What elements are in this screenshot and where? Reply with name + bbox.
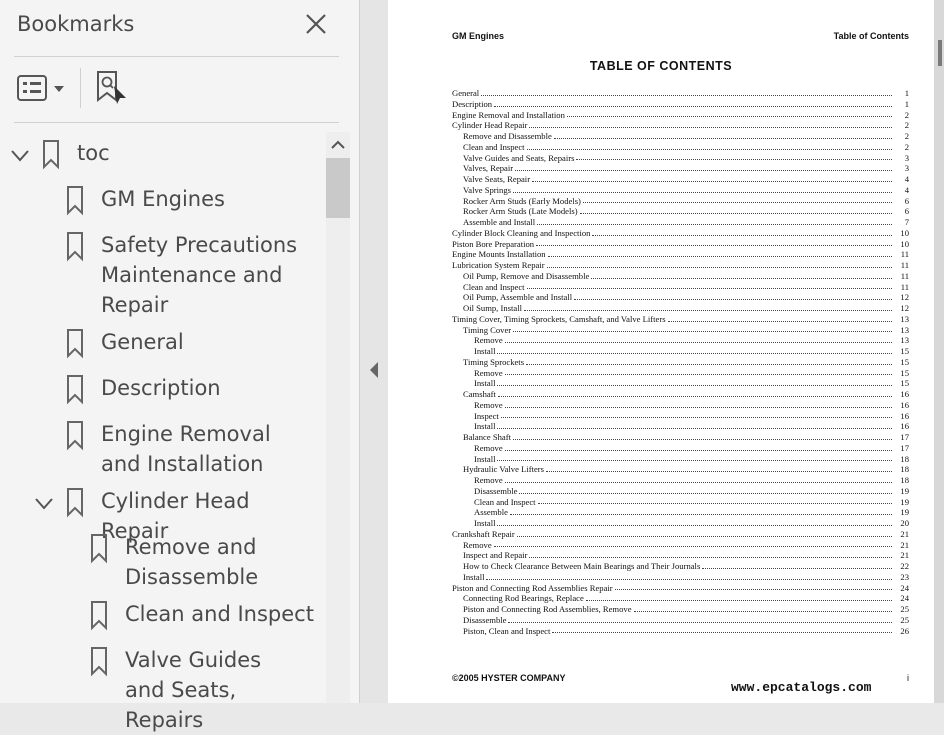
toc-entry[interactable] <box>452 497 909 508</box>
toc-entry-page: 18 <box>900 464 909 475</box>
toc-entry-title: Remove <box>474 442 503 453</box>
toc-leader-dots <box>505 449 892 451</box>
toc-entry[interactable] <box>452 368 909 379</box>
toc-entry[interactable] <box>452 572 909 583</box>
toc-leader-dots <box>517 535 892 537</box>
toc-leader-dots <box>548 255 892 257</box>
toc-leader-dots <box>481 94 892 96</box>
toc-entry[interactable] <box>452 110 909 121</box>
toc-entry[interactable] <box>452 217 909 228</box>
toc-leader-dots <box>567 115 892 117</box>
bookmark-label: Engine Removal and Installation <box>101 422 271 476</box>
toc-leader-dots <box>576 158 892 160</box>
toc-entry[interactable] <box>452 454 909 465</box>
toc-entry[interactable] <box>452 325 909 336</box>
toc-leader-dots <box>494 105 892 107</box>
toc-leader-dots <box>527 287 892 289</box>
bookmark-search-icon <box>94 70 130 108</box>
toc-entry[interactable] <box>452 411 909 422</box>
bookmark-icon <box>67 421 83 449</box>
toc-entry-title: Engine Mounts Installation <box>452 249 546 260</box>
toc-entry[interactable] <box>452 120 909 131</box>
toc-entry-page: 16 <box>900 389 909 399</box>
toc-entry-page: 16 <box>900 421 909 432</box>
toc-entry-page: 24 <box>900 593 909 604</box>
toc-entry-page: 4 <box>904 174 909 184</box>
toc-entry-title: Remove <box>474 335 503 346</box>
toc-entry-page: 10 <box>900 238 909 249</box>
toc-entry-title: Piston and Connecting Rod Assemblies, Remove <box>463 604 632 614</box>
bookmark-label: Safety Precautions Maintenance and Repair <box>101 233 298 317</box>
bookmark-label: Valve Guides and Seats, Repairs <box>125 648 262 732</box>
bookmark-icon <box>67 186 83 214</box>
toc-entry-title: Disassemble <box>474 485 518 496</box>
toc-entry[interactable] <box>452 389 909 400</box>
toc-entry[interactable] <box>452 249 909 260</box>
toc-entry-page: 12 <box>900 292 909 303</box>
toc-leader-dots <box>547 266 892 268</box>
toc-leader-dots <box>515 169 892 171</box>
panel-title: Bookmarks <box>17 12 135 36</box>
toc-entry[interactable] <box>452 303 909 314</box>
toc-entry-page: 22 <box>900 561 909 571</box>
toc-leader-dots <box>529 126 892 128</box>
toc-entry-title: Remove and Disassemble <box>463 131 552 141</box>
toc-entry[interactable] <box>452 443 909 454</box>
toc-leader-dots <box>513 330 892 332</box>
bookmark-item-general[interactable] <box>0 327 322 361</box>
toc-entry-title: Oil Pump, Remove and Disassemble <box>463 270 590 281</box>
toc-entry-title: Clean and Inspect <box>474 496 536 507</box>
close-icon <box>302 10 330 38</box>
toc-entry[interactable] <box>452 314 909 325</box>
toc-entry-page: 18 <box>900 475 909 485</box>
toc-leader-dots <box>526 363 892 365</box>
close-panel-button[interactable] <box>302 10 330 38</box>
toc-entry-page: 15 <box>900 367 909 378</box>
toc-leader-dots <box>510 513 892 515</box>
toc-leader-dots <box>592 234 892 236</box>
toc-leader-dots <box>497 384 892 386</box>
toc-entry-page: 18 <box>900 453 909 464</box>
toc-entry-title: Clean and Inspect <box>463 141 525 152</box>
toc-entry-title: Assemble and Install <box>463 217 536 227</box>
toc-entry-page: 17 <box>900 432 909 442</box>
bookmark-icon <box>43 140 59 168</box>
bookmark-label: Description <box>101 376 221 400</box>
toc-entry-title: Remove <box>474 367 503 378</box>
toc-entry-page: 21 <box>900 539 909 550</box>
toc-entry-title: Install <box>474 453 496 464</box>
toc-leader-dots <box>527 148 892 150</box>
toc-entry-page: 4 <box>904 184 909 195</box>
toc-entry-title: Assemble <box>474 507 508 518</box>
toc-leader-dots <box>532 180 892 182</box>
toc-entry-title: Install <box>474 421 496 432</box>
toc-entry-page: 20 <box>900 518 909 528</box>
toc-leader-dots <box>513 438 892 440</box>
toc-leader-dots <box>586 599 892 601</box>
chevron-down-icon[interactable] <box>34 497 54 511</box>
document-scrollbar-thumb[interactable] <box>938 40 942 66</box>
toc-entry[interactable] <box>452 464 909 475</box>
bookmark-item-safety-precautions[interactable] <box>0 230 322 322</box>
toc-entry[interactable] <box>452 357 909 368</box>
toc-entry-title: Oil Pump, Assemble and Install <box>463 292 573 303</box>
bookmark-item-clean-inspect[interactable] <box>0 599 322 633</box>
toc-entry-title: Clean and Inspect <box>463 281 525 292</box>
toc-entry-title: Timing Cover <box>463 324 512 335</box>
bookmark-item-description[interactable] <box>0 373 322 407</box>
toc-entry[interactable] <box>452 239 909 250</box>
toc-entry[interactable] <box>452 583 909 594</box>
toc-leader-dots <box>546 470 892 472</box>
toc-entry[interactable] <box>452 282 909 293</box>
toc-entry-page: 1 <box>904 98 909 109</box>
toc-entry-page: 6 <box>904 206 909 217</box>
toc-entry-title: General <box>452 88 480 98</box>
toc-entry[interactable] <box>452 88 909 99</box>
toc-entry-title: Valve Guides and Seats, Repairs <box>463 152 575 163</box>
toc-entry-page: 6 <box>904 195 909 206</box>
toc-entry[interactable] <box>452 475 909 486</box>
toc-entry-page: 15 <box>900 356 909 367</box>
bookmark-icon <box>67 488 83 516</box>
toc-leader-dots <box>524 309 892 311</box>
toc-entry[interactable] <box>452 550 909 561</box>
page-header-right: Table of Contents <box>833 31 909 41</box>
toc-leader-dots <box>574 298 892 300</box>
bookmark-item-cylinder-head-repair[interactable] <box>0 486 322 543</box>
toc-leader-dots <box>505 341 892 343</box>
toc-entry-title: Balance Shaft <box>463 432 511 442</box>
toc-entry-title: Install <box>474 346 496 356</box>
toc-entry[interactable] <box>452 507 909 518</box>
toc-entry-title: Timing Cover, Timing Sprockets, Camshaft, and Valve Lifters <box>452 313 666 324</box>
toc-leader-dots <box>508 621 892 623</box>
toc-entry-title: Inspect <box>474 410 499 421</box>
toc-entry-page: 11 <box>900 270 909 281</box>
page-footer-copyright: ©2005 HYSTER COMPANY <box>452 673 566 683</box>
toc-entry-page: 10 <box>900 227 909 238</box>
toc-entry[interactable] <box>452 346 909 357</box>
toc-entry-title: Install <box>474 378 496 389</box>
toc-entry-page: 2 <box>904 109 909 120</box>
bookmark-label: Clean and Inspect <box>125 602 314 626</box>
divider <box>14 56 339 57</box>
toc-entry[interactable] <box>452 378 909 389</box>
toc-entry[interactable] <box>452 174 909 185</box>
toc-leader-dots <box>538 502 892 504</box>
toc-leader-dots <box>583 201 892 203</box>
toc-entry-title: Camshaft <box>463 389 496 399</box>
toc-entry-page: 13 <box>900 313 909 324</box>
toc-entry-title: Inspect and Repair <box>463 550 528 561</box>
toc-entry-page: 16 <box>900 399 909 410</box>
toc-entry-page: 13 <box>900 324 909 335</box>
toc-entry-page: 11 <box>900 281 909 292</box>
toc-entry-page: 19 <box>900 496 909 507</box>
toc-leader-dots <box>513 191 892 193</box>
triangle-left-icon <box>366 360 382 380</box>
toc-entry-page: 3 <box>904 152 909 163</box>
page-header-left: GM Engines <box>452 31 505 41</box>
toc-leader-dots <box>501 416 892 418</box>
toc-leader-dots <box>497 459 892 461</box>
toc-entry-title: Oil Sump, Install <box>463 303 522 313</box>
toc-leader-dots <box>505 406 892 408</box>
toc-entry[interactable] <box>452 131 909 142</box>
toc-entry-title: Lubrication System Repair <box>452 260 545 270</box>
toc-entry-title: Rocker Arm Studs (Late Models) <box>463 206 578 217</box>
toc-entry-title: Piston and Connecting Rod Assemblies Repair <box>452 582 613 593</box>
toc-entry-title: Engine Removal and Installation <box>452 109 565 120</box>
document-scrollbar[interactable] <box>934 0 944 703</box>
toc-entry-title: Valve Springs <box>463 184 511 195</box>
toc-leader-dots <box>505 481 892 483</box>
toc-entry-page: 7 <box>904 217 909 227</box>
toc-leader-dots <box>498 395 892 397</box>
toc-leader-dots <box>615 588 892 590</box>
bookmark-label: Cylinder Head Repair <box>101 489 250 543</box>
toc-entry[interactable] <box>452 153 909 164</box>
toc-entry[interactable] <box>452 518 909 529</box>
toc-leader-dots <box>497 352 892 354</box>
bookmark-icon <box>67 232 83 260</box>
toc-leader-dots <box>497 524 892 526</box>
toc-entry[interactable] <box>452 335 909 346</box>
bookmarks-panel <box>0 0 359 732</box>
toc-entry[interactable] <box>452 185 909 196</box>
bookmark-icon <box>91 601 107 629</box>
toc-entry-title: Crankshaft Repair <box>452 528 515 539</box>
bookmark-icon <box>91 647 107 675</box>
toc-entry[interactable] <box>452 529 909 540</box>
toc-entry-title: Valve Seats, Repair <box>463 174 531 184</box>
toc-leader-dots <box>552 631 892 633</box>
toc-entry-title: Cylinder Block Cleaning and Inspection <box>452 227 591 238</box>
toc-entry-page: 25 <box>900 614 909 625</box>
toc-entry-page: 2 <box>904 141 909 152</box>
toc-entry-title: Description <box>452 98 493 109</box>
toc-leader-dots <box>591 277 892 279</box>
panel-splitter[interactable] <box>359 0 388 703</box>
toc-leader-dots <box>668 320 892 322</box>
toc-leader-dots <box>519 492 892 494</box>
toc-entry-page: 15 <box>900 346 909 356</box>
document-page <box>388 0 934 703</box>
chevron-down-icon[interactable] <box>10 149 30 163</box>
bookmark-tree <box>0 130 322 732</box>
toc-entry-page: 1 <box>904 88 909 98</box>
toc-entry-page: 24 <box>900 582 909 593</box>
bookmark-item-gm-engines[interactable] <box>0 184 322 218</box>
toc-entry-page: 26 <box>900 625 909 636</box>
toc-entry-title: Remove <box>474 399 503 410</box>
toc-entry[interactable] <box>452 292 909 303</box>
toc-leader-dots <box>537 223 892 225</box>
toc-entry-title: Piston, Clean and Inspect <box>463 625 551 636</box>
toc-entry-page: 2 <box>904 120 909 131</box>
toc-entry-page: 3 <box>904 163 909 174</box>
toc-leader-dots <box>505 373 892 375</box>
toc-entry-title: Install <box>474 518 496 528</box>
toc-entry-title: Hydraulic Valve Lifters <box>463 464 544 475</box>
toc-entry[interactable] <box>452 228 909 239</box>
toc-entry-page: 21 <box>900 550 909 561</box>
toc-entry-page: 11 <box>900 249 909 260</box>
toc-entry-page: 16 <box>900 410 909 421</box>
toc-entry[interactable] <box>452 421 909 432</box>
toc-leader-dots <box>494 545 892 547</box>
toc-entry-title: Install <box>463 571 485 582</box>
bookmark-icon <box>67 375 83 403</box>
toc-entry-page: 19 <box>900 485 909 496</box>
bookmark-item-engine-removal[interactable] <box>0 419 322 481</box>
toc-entry[interactable] <box>452 206 909 217</box>
toc-entry[interactable] <box>452 593 909 604</box>
bookmark-item-valve-guides[interactable] <box>0 645 322 732</box>
toc-entry[interactable] <box>452 163 909 174</box>
toc-entry-page: 11 <box>900 260 909 270</box>
toc-entry[interactable] <box>452 604 909 615</box>
toc-entry-page: 12 <box>900 303 909 313</box>
table-of-contents <box>452 88 909 636</box>
bookmark-scrollbar[interactable] <box>326 132 350 703</box>
toc-entry-page: 23 <box>900 571 909 582</box>
toc-entry-title: Remove <box>474 475 503 485</box>
page-title: TABLE OF CONTENTS <box>589 59 733 73</box>
bookmark-icon <box>67 329 83 357</box>
toc-entry[interactable] <box>452 486 909 497</box>
collapse-panel-button[interactable] <box>366 360 382 380</box>
bookmark-item-remove-disassemble[interactable] <box>0 532 322 594</box>
toc-entry-page: 21 <box>900 528 909 539</box>
bookmark-icon <box>91 534 107 562</box>
toc-entry[interactable] <box>452 400 909 411</box>
toc-entry[interactable] <box>452 615 909 626</box>
toc-leader-dots <box>536 244 892 246</box>
toc-entry[interactable] <box>452 271 909 282</box>
toc-entry-title: Piston Bore Preparation <box>452 238 535 249</box>
chevron-up-icon <box>326 132 350 158</box>
page-number: i <box>907 673 909 683</box>
toc-entry-title: Rocker Arm Studs (Early Models) <box>463 195 581 206</box>
toc-entry-page: 25 <box>900 604 909 614</box>
bookmark-item-toc[interactable] <box>0 138 322 172</box>
toc-entry-page: 15 <box>900 378 909 389</box>
toc-entry[interactable] <box>452 432 909 443</box>
toc-leader-dots <box>580 212 892 214</box>
toc-entry[interactable] <box>452 561 909 572</box>
scrollbar-thumb[interactable] <box>326 158 350 218</box>
toc-entry-title: Disassemble <box>463 614 507 625</box>
toc-entry[interactable] <box>452 540 909 551</box>
toc-entry-title: Cylinder Head Repair <box>452 120 528 131</box>
toc-entry-title: Timing Sprockets <box>463 356 525 367</box>
toc-entry-page: 19 <box>900 507 909 518</box>
toolbar-separator <box>80 68 81 108</box>
toc-entry-page: 13 <box>900 335 909 346</box>
toc-entry-title: Valves, Repair <box>463 163 514 174</box>
find-current-bookmark-button[interactable] <box>94 70 130 108</box>
scroll-up-button[interactable] <box>326 132 350 158</box>
bookmark-label: toc <box>77 141 110 165</box>
divider <box>14 122 339 123</box>
toc-entry-title: How to Check Clearance Between Main Bearings and Their Journals <box>463 561 701 571</box>
toc-leader-dots <box>702 567 892 569</box>
bookmark-label: General <box>101 330 184 354</box>
toc-entry[interactable] <box>452 260 909 271</box>
list-options-icon <box>16 72 68 106</box>
bookmark-label: GM Engines <box>101 187 225 211</box>
toc-leader-dots <box>634 610 892 612</box>
toc-leader-dots <box>529 556 892 558</box>
toc-entry[interactable] <box>452 142 909 153</box>
options-menu-button[interactable] <box>16 72 68 106</box>
bookmark-label: Remove and Disassemble <box>125 535 259 589</box>
toc-entry-page: 17 <box>900 442 909 453</box>
toc-entry[interactable] <box>452 196 909 207</box>
toc-entry[interactable] <box>452 99 909 110</box>
toc-entry[interactable] <box>452 626 909 637</box>
toc-entry-title: Connecting Rod Bearings, Replace <box>463 593 584 604</box>
toc-leader-dots <box>554 137 892 139</box>
toc-leader-dots <box>497 427 892 429</box>
watermark-text: www.epcatalogs.com <box>731 680 872 695</box>
toc-leader-dots <box>486 578 892 580</box>
toc-entry-page: 2 <box>904 131 909 141</box>
toc-entry-title: Remove <box>463 539 492 550</box>
